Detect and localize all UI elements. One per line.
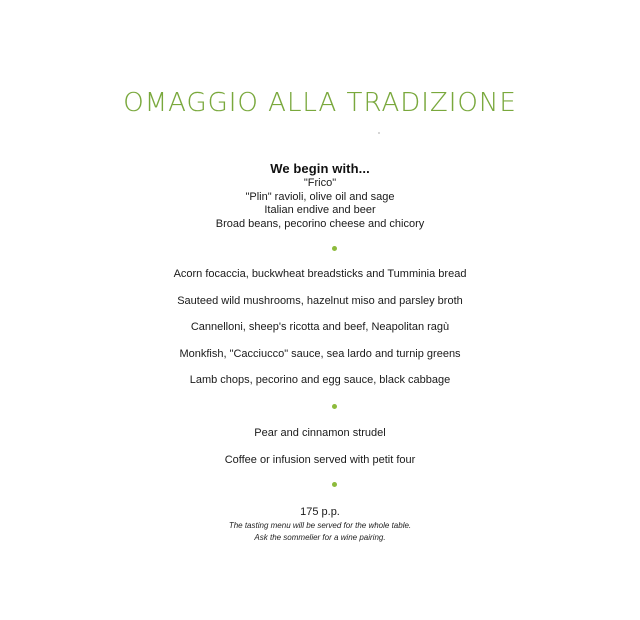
dessert-item: Coffee or infusion served with petit four [224, 454, 416, 466]
intro-list [0, 177, 640, 231]
course-item: Lamb chops, pecorino and egg sauce, black cabbage [189, 374, 451, 386]
wine-pairing-note: Ask the sommelier for a wine pairing. [254, 533, 386, 542]
section-divider-dot [332, 404, 337, 409]
course-item: Monkfish, "Cacciucco" sauce, sea lardo and turnip greens [179, 348, 461, 360]
section-divider-dot [332, 246, 337, 251]
intro-item: "Frico" [303, 177, 337, 189]
decorative-speck [378, 132, 380, 134]
table-note: The tasting menu will be served for the whole table. [228, 521, 412, 530]
course-item: Acorn focaccia, buckwheat breadsticks and Tumminia bread [173, 268, 467, 280]
intro-item: Broad beans, pecorino cheese and chicory [215, 217, 425, 230]
course-item: Cannelloni, sheep's ricotta and beef, Neapolitan ragù [190, 321, 450, 333]
intro-item: "Plin" ravioli, olive oil and sage [245, 190, 395, 203]
dessert-item: Pear and cinnamon strudel [254, 427, 386, 439]
menu-title: OMAGGIO ALLA TRADIZIONE [123, 88, 517, 118]
section-divider-dot [332, 482, 337, 487]
price-per-person: 175 p.p. [300, 506, 340, 518]
course-item: Sauteed wild mushrooms, hazelnut miso and parsley broth [177, 295, 463, 307]
intro-heading: We begin with... [270, 161, 370, 176]
intro-item: Italian endive and beer [264, 204, 376, 216]
